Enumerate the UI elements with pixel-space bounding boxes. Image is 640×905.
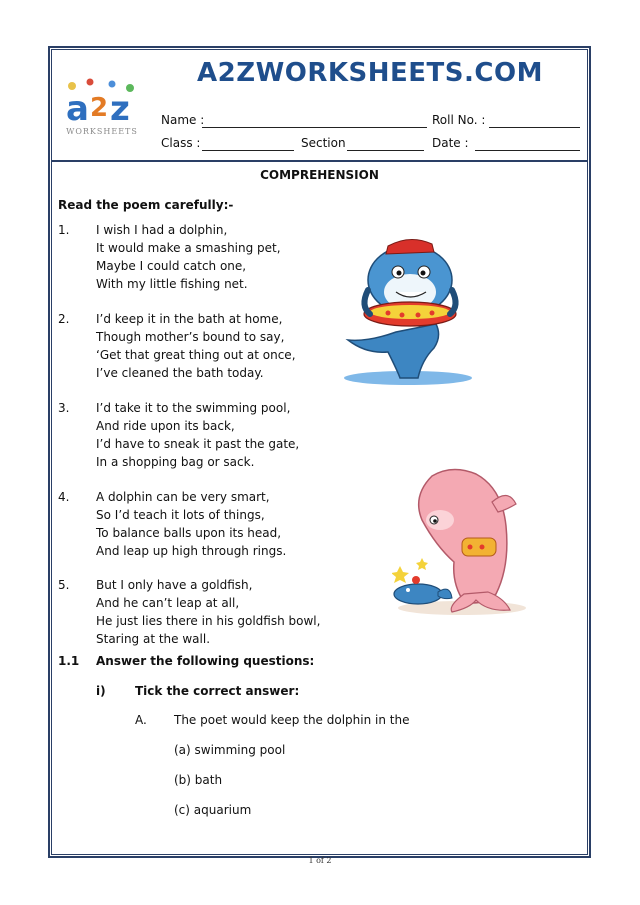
svg-text:z: z bbox=[110, 89, 130, 129]
page-title: COMPREHENSION bbox=[260, 168, 379, 182]
stanza-number: 1. bbox=[58, 223, 70, 237]
poem-line: Maybe I could catch one, bbox=[96, 259, 247, 273]
poem-line: In a shopping bag or sack. bbox=[96, 455, 255, 469]
class-label: Class : bbox=[161, 136, 201, 150]
poem-line: I’ve cleaned the bath today. bbox=[96, 366, 264, 380]
dolphin-with-float-illustration bbox=[338, 232, 478, 392]
part-title: Tick the correct answer: bbox=[135, 684, 300, 698]
svg-text:2: 2 bbox=[90, 93, 109, 123]
poem-line: To balance balls upon its head, bbox=[96, 526, 282, 540]
stanza-number: 5. bbox=[58, 578, 70, 592]
poem-line: But I only have a goldfish, bbox=[96, 578, 253, 592]
poem-line: So I’d teach it lots of things, bbox=[96, 508, 265, 522]
poem-line: I wish I had a dolphin, bbox=[96, 223, 228, 237]
poem-line: It would make a smashing pet, bbox=[96, 241, 281, 255]
poem-line: With my little fishing net. bbox=[96, 277, 248, 291]
roll-blank bbox=[489, 127, 580, 128]
option-c[interactable]: (c) aquarium bbox=[174, 803, 252, 817]
poem-line: I’d keep it in the bath at home, bbox=[96, 312, 283, 326]
class-blank bbox=[202, 150, 294, 151]
pink-dolphin-with-small-dolphin-illustration bbox=[392, 466, 532, 618]
poem-line: And ride upon its back, bbox=[96, 419, 235, 433]
poem-line: A dolphin can be very smart, bbox=[96, 490, 270, 504]
a2z-logo bbox=[60, 76, 144, 138]
section-number: 1.1 bbox=[58, 654, 80, 668]
poem-line: And he can’t leap at all, bbox=[96, 596, 240, 610]
date-label: Date : bbox=[432, 136, 469, 150]
name-blank bbox=[202, 127, 427, 128]
section-blank bbox=[347, 150, 424, 151]
section-title: Answer the following questions: bbox=[96, 654, 315, 668]
question-text: The poet would keep the dolphin in the bbox=[174, 713, 410, 727]
svg-text:a: a bbox=[66, 89, 89, 129]
question-letter: A. bbox=[135, 713, 147, 727]
poem-line: Though mother’s bound to say, bbox=[96, 330, 285, 344]
svg-text:WORKSHEETS: WORKSHEETS bbox=[66, 127, 138, 136]
part-number: i) bbox=[96, 684, 106, 698]
stanza-number: 2. bbox=[58, 312, 70, 326]
roll-label: Roll No. : bbox=[432, 113, 486, 127]
poem-line: I’d have to sneak it past the gate, bbox=[96, 437, 300, 451]
name-label: Name : bbox=[161, 113, 205, 127]
site-brand-title: A2ZWORKSHEETS.COM bbox=[197, 58, 543, 88]
poem-line: And leap up high through rings. bbox=[96, 544, 287, 558]
option-a[interactable]: (a) swimming pool bbox=[174, 743, 286, 757]
poem-line: I’d take it to the swimming pool, bbox=[96, 401, 291, 415]
section-label: Section bbox=[301, 136, 346, 150]
stanza-number: 3. bbox=[58, 401, 70, 415]
poem-line: Staring at the wall. bbox=[96, 632, 211, 646]
poem-line: He just lies there in his goldfish bowl, bbox=[96, 614, 321, 628]
date-blank bbox=[475, 150, 580, 151]
header-divider bbox=[51, 160, 588, 162]
option-b[interactable]: (b) bath bbox=[174, 773, 223, 787]
poem-line: ‘Get that great thing out at once, bbox=[96, 348, 296, 362]
stanza-number: 4. bbox=[58, 490, 70, 504]
instruction: Read the poem carefully:- bbox=[58, 198, 234, 212]
page-number: 1 of 2 bbox=[308, 856, 332, 865]
